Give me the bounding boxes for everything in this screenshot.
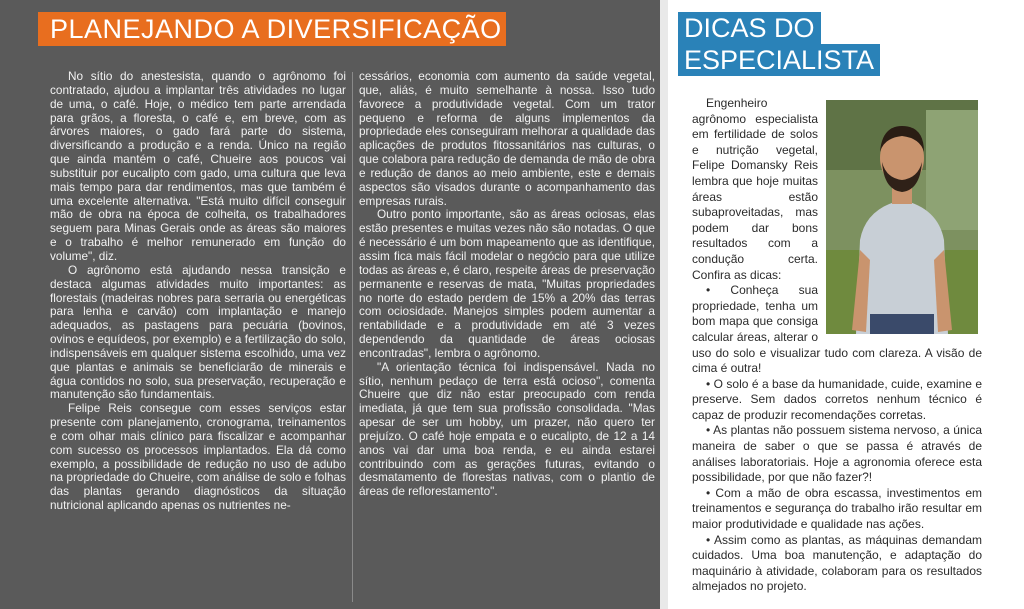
paragraph: Felipe Reis consegue com esses serviços estar presente com planejamento, cronograma, treinamentos e com olhar mais clínico para fiscalizar e acompanhar com sucesso os processos implantados. Ela dá como exemplo, a possibilidade de redução no uso de adubo na propriedade do Chueire, com análise de solo e folhas das plantas gerando diagnósticos da situação nutricional aplicando apenas os nutrientes ne- [50,401,346,513]
tip-item: • Assim como as plantas, as máquinas demandam cuidados. Uma boa manutenção, e adaptação do maquinário à atividade, colaboram para os resultados almejados no projeto. [692,532,982,594]
sidebar-title-line-1: DICAS DO [678,12,821,44]
article-title: PLANEJANDO A DIVERSIFICAÇÃO [38,12,506,46]
tip-item: • Conheça sua propriedade, tenha um bom mapa que consiga calcular áreas, alterar o uso do solo e visualizar tudo com clareza. A visão de cima é outra! [692,283,982,376]
sidebar-title [678,12,880,76]
intro-paragraph: Engenheiro agrônomo especialista em fertilidade de solos e nutrição vegetal, Felipe Domansky Reis lembra que hoje muitas áreas estão subaproveitadas, mas podem dar bons resultados com a condução certa. Confira as dicas: [692,96,818,282]
column-divider [352,72,353,602]
paragraph: Outro ponto importante, são as áreas ociosas, elas estão presentes e muitas vezes não são notadas. O que é necessário é um bom mapeamento que as identifique, assim fica mais fácil modelar o negócio para que utilize todas as áreas e, é claro, respeite áreas de preservação permanente e reservas de mata, "Muitas propriedades no norte do estado perdem de 15% a 20% das terras com ociosidade. Manejos simples podem aumentar a rentabilidade e a produtividade em até 3 vezes dependendo da quantidade de áreas ociosas encontradas", lembra o agrônomo. [359,207,655,360]
right-page [668,0,1024,609]
paragraph: O agrônomo está ajudando nessa transição e destaca algumas atividades muito importantes: as florestais (madeiras nobres para serraria ou energéticas para lenha e carvão) com implantação e manejo adequados, as pastagens para pecuária (bovinos, ovinos e equídeos, por exemplo) e a fertilização do solo, indispensáveis em qualquer sistema escolhido, uma vez que plantas e animais se beneficiarão de minerais e água contidos no solo, sua preservação, recuperação e manutenção são fundamentais. [50,262,346,402]
paragraph: No sítio do anestesista, quando o agrônomo foi contratado, ajudou a implantar três atividades no lugar de uma, o café. Hoje, o médico tem parte arrendada para grãos, a floresta, o café e, em breve, com as árvores maiores, o gado fará parte do sistema, diversificando a produção e a renda. Único na região que ainda mantém o café, Chueire aos poucos vai substituir por eucalipto com gado, uma cultura que leva mais tempo para dar rendimentos, mas que também é uma excelente alternativa. "Está muito difícil conseguir mão de obra na época de colheita, os trabalhadores seguem para Minas Gerais onde as áreas são maiores e o trabalho é melhor remunerado em função do volume", diz. [50,69,346,263]
tip-item: • As plantas não possuem sistema nervoso, a única maneira de saber o que se passa é através de análises laboratoriais. Hoje a agronomia oferece esta possibilidade, por que não fazer?! [692,423,982,485]
article-column-1 [50,70,346,513]
paragraph: "A orientação técnica foi indispensável. Nada no sítio, nenhum pedaço de terra está ocioso", comenta Chueire que diz não estar preocupado com renda imediata, já que tem sua profissão consolidada. "Mas apesar de ser um hobby, um prazer, não quero ter prejuízo. O café hoje empata e o eucalipto, de 12 a 14 anos vai dar uma boa renda, e eu ainda estarei contribuindo com as gerações futuras, evitando o desmatamento de florestas nativas, com o plantio de áreas de reflorestamento". [359,359,655,499]
page-gutter [660,0,668,609]
tip-item: • Com a mão de obra escassa, investimentos em treinamentos e segurança do trabalho irão resultar em maior produtividade e qualidade nas ações. [692,485,982,532]
article-column-2 [359,70,655,499]
paragraph: cessários, economia com aumento da saúde vegetal, que, aliás, é muito semelhante à nossa. Isso tudo favorece a produtividade vegetal. Com um trator pequeno e reforma de alguns implementos da propriedade eles conseguiram melhorar a qualidade das aplicações de produtos fitossanitários nas culturas, o que colabora para redução de demanda de mão de obra e redução de danos ao meio ambiente, este e demais aspectos são visados durante o acompanhamento das empresas rurais. [359,69,655,208]
tip-item: • O solo é a base da humanidade, cuide, examine e preserve. Sem dados corretos nenhum técnico é capaz de produzir recomendações corretas. [692,376,982,422]
tips-text [692,96,982,595]
sidebar-title-line-2: ESPECIALISTA [678,44,880,76]
photo-space [822,96,982,342]
